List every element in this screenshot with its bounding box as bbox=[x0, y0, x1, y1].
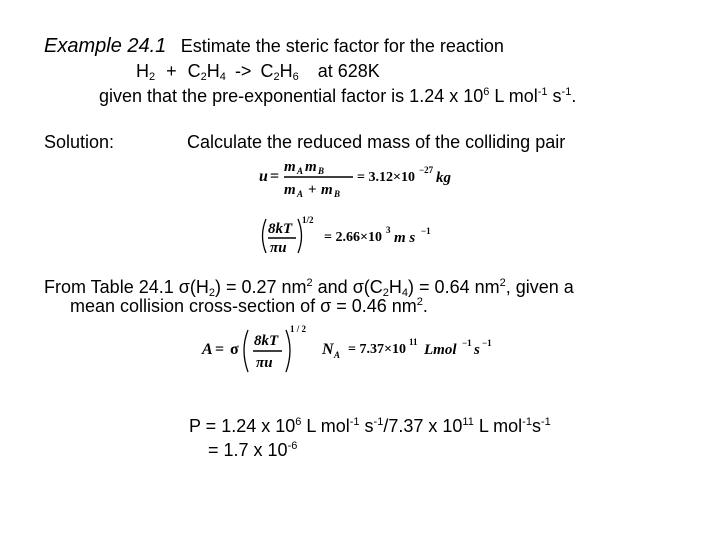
svg-text:+: + bbox=[308, 182, 317, 198]
reaction-equation: $H_2 + C_2H_4 -> C_2H_6$ at 628K bbox=[136, 61, 380, 83]
svg-text:−1: −1 bbox=[421, 226, 431, 236]
svg-text:s: s bbox=[474, 342, 480, 358]
svg-text:Lmol: Lmol bbox=[424, 342, 457, 358]
result-line-2: = 1.7 x $10^{-6}$ bbox=[208, 440, 298, 460]
svg-text:A: A bbox=[297, 166, 304, 176]
svg-text:kg: kg bbox=[436, 170, 451, 186]
svg-text:1 / 2: 1 / 2 bbox=[290, 324, 307, 334]
svg-text:πu: πu bbox=[256, 355, 273, 371]
svg-text:A: A bbox=[334, 350, 341, 360]
given-statement: given that the pre-exponential factor is 1.24 x $10^6$ L mol$^{-1}$ $s^{-1}$. bbox=[99, 86, 577, 106]
right-paren bbox=[286, 330, 290, 372]
svg-text:1/2: 1/2 bbox=[302, 215, 314, 225]
svg-text:m: m bbox=[284, 182, 296, 198]
example-heading-line bbox=[44, 35, 504, 58]
reduced-mass-equation bbox=[256, 158, 476, 208]
svg-text:σ: σ bbox=[230, 341, 239, 358]
solution-label: Solution: bbox=[44, 132, 115, 152]
svg-text:= 2.66×10: = 2.66×10 bbox=[324, 230, 382, 245]
right-paren bbox=[298, 219, 302, 253]
svg-text:−27: −27 bbox=[419, 165, 434, 175]
svg-text:−1: −1 bbox=[462, 338, 472, 348]
svg-text:N: N bbox=[322, 341, 334, 358]
example-statement: Estimate the steric factor for the reaction bbox=[180, 36, 504, 56]
svg-text:m: m bbox=[284, 159, 296, 175]
svg-text:B: B bbox=[318, 166, 325, 176]
svg-text:= 3.12×10: = 3.12×10 bbox=[357, 170, 415, 185]
table-ref-line-1: From Table 24.1 $\sigma(H_2) = 0.27$ $nm^2$ and $\sigma(C_2H_4) = 0.64$ $nm^2$, given a bbox=[44, 277, 574, 299]
svg-text:=: = bbox=[270, 168, 280, 185]
result-line-1: P = 1.24 x $10^6$ L mol$^{-1}$ $s^{-1}/7.37$ x $10^{11}$ L $mol^{-1}s^{-1}$ bbox=[189, 416, 551, 436]
left-paren bbox=[263, 219, 267, 253]
svg-text:A: A bbox=[202, 341, 213, 358]
svg-text:m: m bbox=[305, 159, 317, 175]
svg-text:3: 3 bbox=[386, 225, 391, 235]
svg-text:m s: m s bbox=[394, 230, 416, 246]
left-paren bbox=[244, 330, 248, 372]
svg-text:πu: πu bbox=[270, 240, 287, 256]
svg-text:8kT: 8kT bbox=[268, 221, 293, 237]
svg-text:11: 11 bbox=[409, 337, 418, 347]
prefactor-equation bbox=[198, 320, 498, 378]
reaction-condition: at 628K bbox=[317, 61, 380, 81]
svg-text:m: m bbox=[321, 182, 333, 198]
svg-text:8kT: 8kT bbox=[254, 333, 279, 349]
svg-text:=: = bbox=[215, 341, 225, 358]
mean-speed-equation bbox=[256, 213, 456, 263]
svg-text:u: u bbox=[259, 168, 268, 185]
example-heading: Example 24.1 bbox=[44, 35, 167, 57]
svg-text:B: B bbox=[334, 189, 341, 199]
svg-text:−1: −1 bbox=[482, 338, 492, 348]
svg-text:= 7.37×10: = 7.37×10 bbox=[348, 342, 406, 357]
solution-step: Calculate the reduced mass of the colliding pair bbox=[187, 132, 566, 152]
table-ref-line-2: mean collision cross-section of σ = 0.46 $nm^2$. bbox=[70, 296, 428, 316]
svg-text:A: A bbox=[297, 189, 304, 199]
